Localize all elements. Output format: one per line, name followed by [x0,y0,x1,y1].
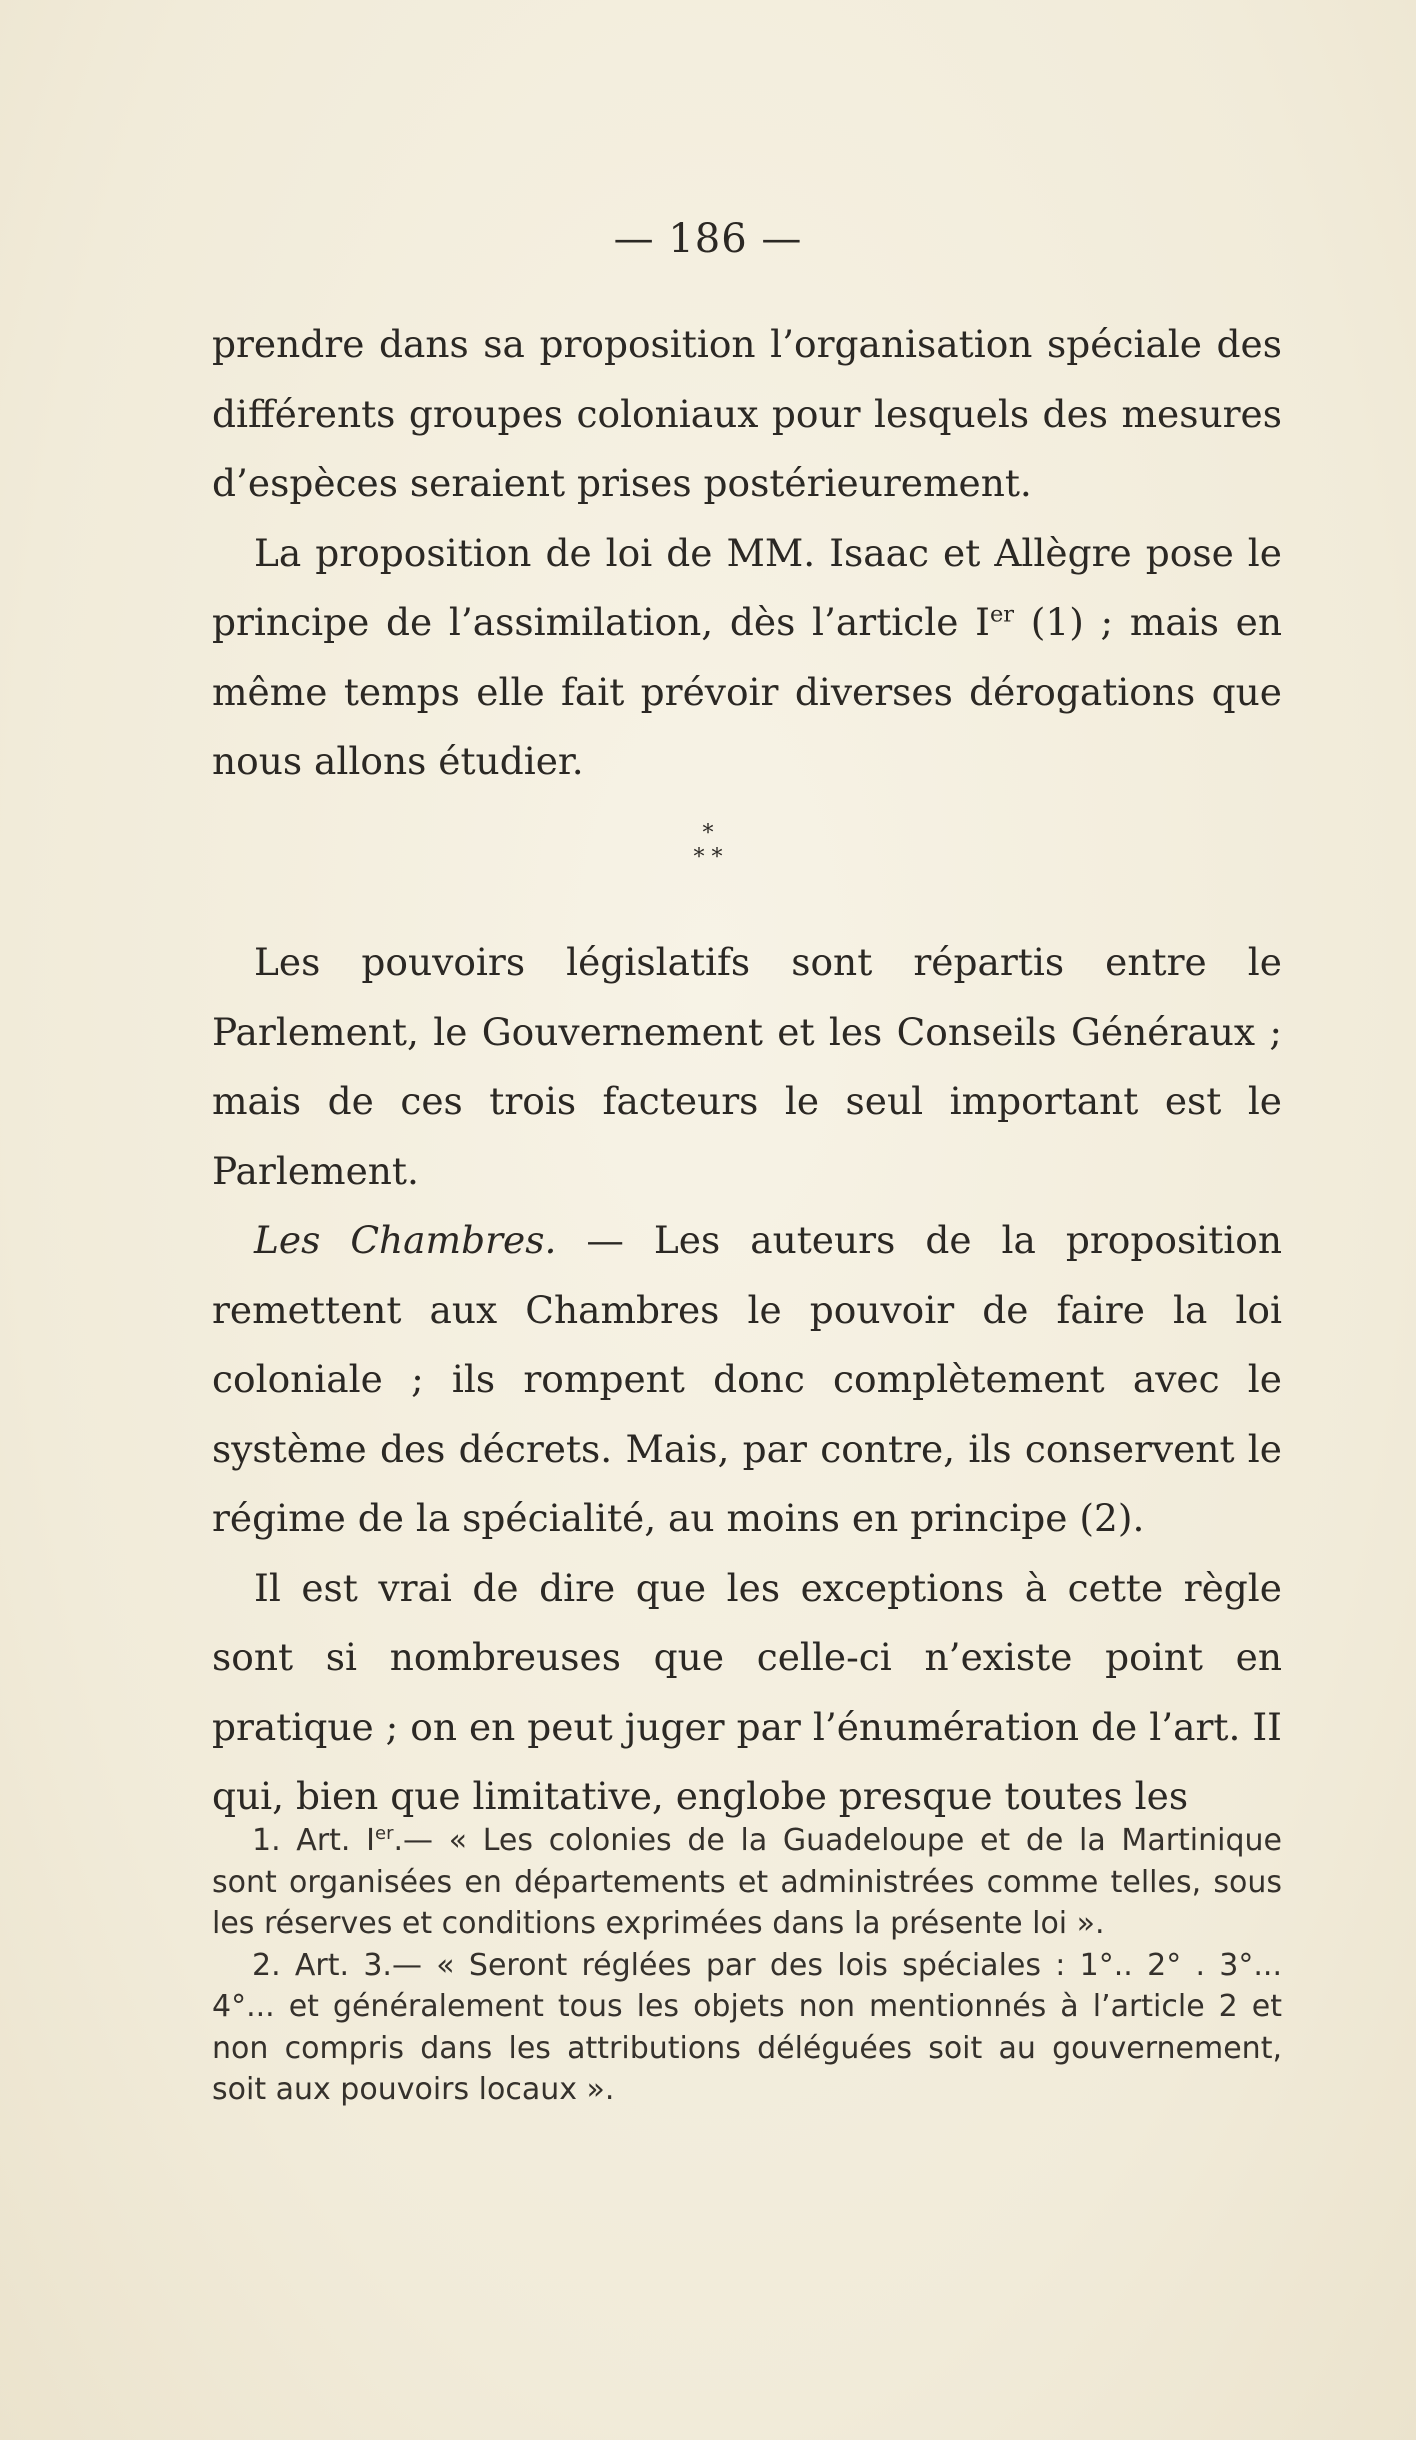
paragraph-2-start: La proposition de loi de MM. Isaac et Allègre pose le principe de l’assimilation, dès l’article I [212,530,1282,644]
paragraph-3: Les pouvoirs législatifs sont répartis entre le Parlement, le Gouvernement et les Conseils Généraux ; mais de ces trois facteurs le seul important est le Parlement. [212,940,1282,1193]
superscript-er: er [989,601,1015,628]
footnote-1-start: 1. Art. I [252,1823,375,1858]
page-number: — 186 — [613,216,803,262]
footnote-2: 2. Art. 3.— « Seront réglées par des lois spéciales : 1°.. 2° . 3°... 4°... et généralement tous les objets non mentionnés à l’article 2 et non compris dans les attributions déléguées soit au gouvernement, soit aux pouvoirs locaux ». [212,1947,1282,2107]
paragraph-4 [212,1206,1282,1554]
section-heading-les-chambres: Les Chambres. [254,1218,557,1262]
asterism-top: * [702,821,714,846]
asterism-bottom: * * [693,845,723,870]
footnotes [212,1820,1282,2111]
asterism-separator [0,822,1416,870]
footnote-1-body: .— « Les colonies de la Guadeloupe et de la Martinique sont organisées en départements et administrées comme telles, sous les réserves et conditions exprimées dans la présente loi ». [212,1823,1282,1941]
footnote-1 [212,1820,1282,1945]
paragraph-2 [212,519,1282,797]
paragraph-2-end: (1) ; mais en même temps elle fait prévoir diverses dérogations que nous allons étudier. [212,600,1283,783]
text-block-main [212,928,1282,1832]
paragraph-5: Il est vrai de dire que les exceptions à cette règle sont si nombreuses que celle-ci n’existe point en pratique ; on en peut juger par l’énumération de l’art. II qui, bien que limitative, englobe presque toutes les [212,1565,1282,1818]
paragraph-4-body: — Les auteurs de la proposition remettent aux Chambres le pouvoir de faire la loi coloniale ; ils rompent donc complètement avec le système des décrets. Mais, par contre, ils conservent le régime de la spécialité, au moins en principe (2). [212,1218,1282,1540]
text-block-top [212,310,1282,797]
paragraph-1: prendre dans sa proposition l’organisation spéciale des différents groupes coloniaux pour lesquels des mesures d’espèces seraient prises postérieurement. [212,322,1282,505]
footnote-1-superscript: er [375,1823,394,1844]
